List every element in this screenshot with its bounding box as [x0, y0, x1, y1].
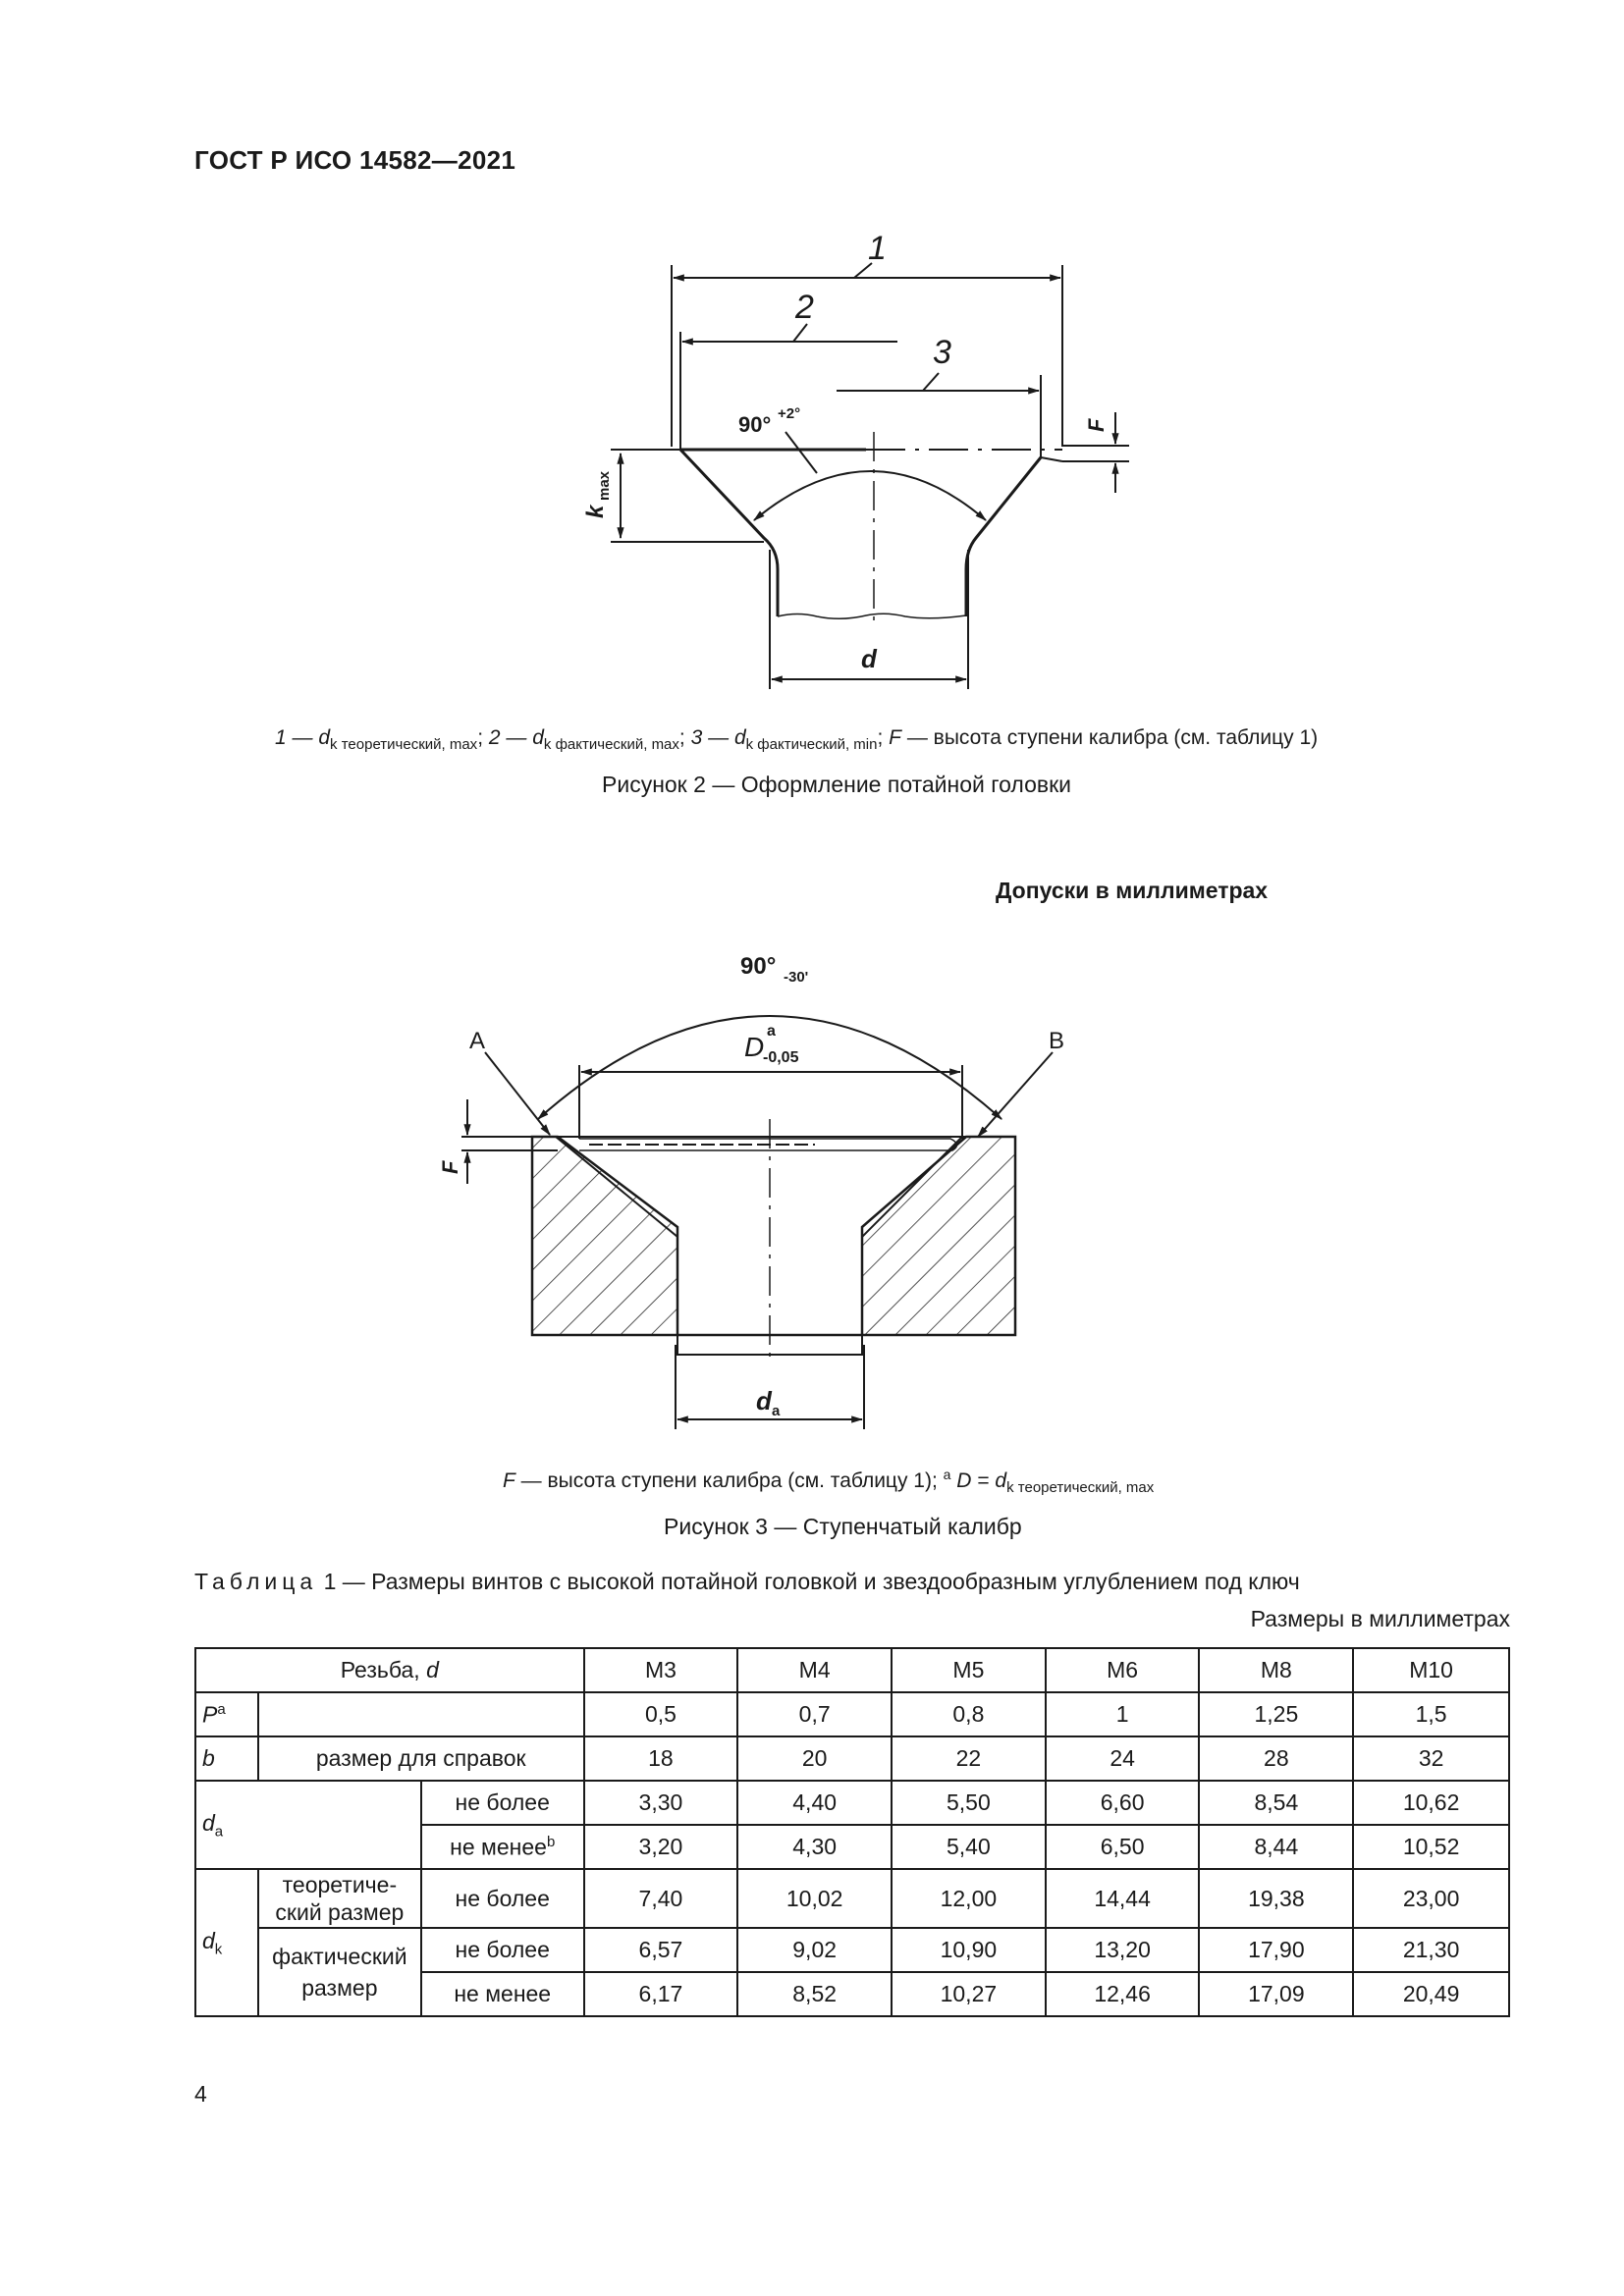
table-cell: 13,20 [1046, 1928, 1200, 1972]
table-cell: 23,00 [1353, 1869, 1509, 1928]
table-cell: 6,50 [1046, 1825, 1200, 1869]
table-cell: 6,17 [584, 1972, 738, 2016]
table-cell: 20 [737, 1736, 892, 1781]
limit-label: не более [421, 1928, 584, 1972]
table-row-P [195, 1692, 1509, 1736]
fig3-D-footnote: a [767, 1023, 776, 1040]
limit-label: не менее$^b$ [421, 1825, 584, 1869]
table-cell: 8,54 [1199, 1781, 1353, 1825]
table-cell: 0,8 [892, 1692, 1046, 1736]
table-cell: 4,30 [737, 1825, 892, 1869]
column-header: M5 [892, 1648, 1046, 1692]
table-cell: 10,62 [1353, 1781, 1509, 1825]
column-header: M8 [1199, 1648, 1353, 1692]
limit-label: не более [421, 1781, 584, 1825]
table-cell: 12,46 [1046, 1972, 1200, 2016]
figure-2-legend: 1 — $d_{k теоретический, max}$; 2 — $d_{k фактический, max}$; 3 — $d_{k фактический, min}$; F — высота ступени калибра (см. таблицу 1) [275, 726, 1319, 754]
fig2-d-label: d [861, 644, 877, 673]
table-title: Таблица 1 — Размеры винтов с высокой потайной головкой и звездообразным углублением под ключ [194, 1569, 1300, 1594]
table-cell: 0,5 [584, 1692, 738, 1736]
table-cell: 1,5 [1353, 1692, 1509, 1736]
table-cell: 5,40 [892, 1825, 1046, 1869]
fig2-k-label: k [582, 505, 609, 518]
fig2-k-subscript: max [596, 470, 613, 501]
table-cell: 8,44 [1199, 1825, 1353, 1869]
fig2-F-label: F [1084, 418, 1109, 432]
row-label-da: $d_a$ [195, 1781, 421, 1869]
table-row-dk-act-max [195, 1928, 1509, 1972]
table-cell: 10,52 [1353, 1825, 1509, 1869]
table-cell: 22 [892, 1736, 1046, 1781]
figure-3-legend: F — высота ступени калибра (см. таблицу 1); $^a$ $D = d_{k теоретический, max}$ [503, 1467, 1155, 1497]
page-number: 4 [194, 2081, 207, 2107]
column-header: M6 [1046, 1648, 1200, 1692]
table-cell: 5,50 [892, 1781, 1046, 1825]
table-units: Размеры в миллиметрах [1250, 1606, 1510, 1631]
table-cell: 21,30 [1353, 1928, 1509, 1972]
table-cell: 9,02 [737, 1928, 892, 1972]
table-row-dk-theo [195, 1869, 1509, 1928]
fig3-label-A: A [469, 1028, 486, 1054]
table-cell: 28 [1199, 1736, 1353, 1781]
column-header: M10 [1353, 1648, 1509, 1692]
dk-actual-label: фактический размер [258, 1928, 421, 2016]
fig2-label-1: 1 [868, 230, 887, 267]
table-cell: 10,02 [737, 1869, 892, 1928]
fig3-angle-tolerance: -30' [784, 969, 809, 986]
table-cell: 10,27 [892, 1972, 1046, 2016]
table-cell: 24 [1046, 1736, 1200, 1781]
thread-header: Резьба, d [195, 1648, 584, 1692]
table-cell: 3,20 [584, 1825, 738, 1869]
fig3-angle-label: 90° [740, 953, 777, 980]
table-row-b [195, 1736, 1509, 1781]
row-desc-b: размер для справок [258, 1736, 584, 1781]
fig2-label-3: 3 [933, 334, 951, 371]
dimensions-table [194, 1647, 1510, 2017]
table-cell: 12,00 [892, 1869, 1046, 1928]
column-header: M4 [737, 1648, 892, 1692]
table-cell: 6,60 [1046, 1781, 1200, 1825]
table-cell: 17,90 [1199, 1928, 1353, 1972]
table-cell: 8,52 [737, 1972, 892, 2016]
fig2-angle-tolerance: +2° [778, 405, 801, 422]
table-cell: 4,40 [737, 1781, 892, 1825]
table-cell: 1 [1046, 1692, 1200, 1736]
row-label-dk: $d_k$ [195, 1869, 258, 2016]
table-cell: 6,57 [584, 1928, 738, 1972]
fig3-D-tolerance: -0,05 [763, 1049, 799, 1066]
table-cell: 0,7 [737, 1692, 892, 1736]
limit-label: не более [421, 1869, 584, 1928]
column-header: M3 [584, 1648, 738, 1692]
fig3-F-label: F [438, 1160, 462, 1174]
fig3-label-B: B [1049, 1028, 1065, 1054]
table-cell: 19,38 [1199, 1869, 1353, 1928]
table-row-da-max [195, 1781, 1509, 1825]
table-cell: 17,09 [1199, 1972, 1353, 2016]
figure-3-caption: Рисунок 3 — Ступенчатый калибр [664, 1514, 1022, 1539]
figure-2-caption: Рисунок 2 — Оформление потайной головки [602, 772, 1072, 797]
tolerance-note: Допуски в миллиметрах [996, 878, 1269, 903]
fig2-label-2: 2 [795, 289, 814, 326]
table-cell: 3,30 [584, 1781, 738, 1825]
row-label-b: b [195, 1736, 258, 1781]
fig3-D-label: D [744, 1032, 765, 1062]
fig2-angle-label: 90° [738, 412, 772, 437]
table-cell: 1,25 [1199, 1692, 1353, 1736]
limit-label: не менее [421, 1972, 584, 2016]
fig3-da-label: d [756, 1386, 772, 1415]
fig3-da-subscript: a [772, 1403, 781, 1419]
document-header: ГОСТ Р ИСО 14582—2021 [194, 145, 516, 175]
table-cell: 14,44 [1046, 1869, 1200, 1928]
table-cell: 7,40 [584, 1869, 738, 1928]
table-cell: 32 [1353, 1736, 1509, 1781]
table-cell: 18 [584, 1736, 738, 1781]
row-label-P: $P^a$ [195, 1692, 258, 1736]
table-header-row [195, 1648, 1509, 1692]
dk-theoretical-label: теоретиче- ский размер [258, 1869, 421, 1928]
table-cell: 10,90 [892, 1928, 1046, 1972]
table-cell: 20,49 [1353, 1972, 1509, 2016]
